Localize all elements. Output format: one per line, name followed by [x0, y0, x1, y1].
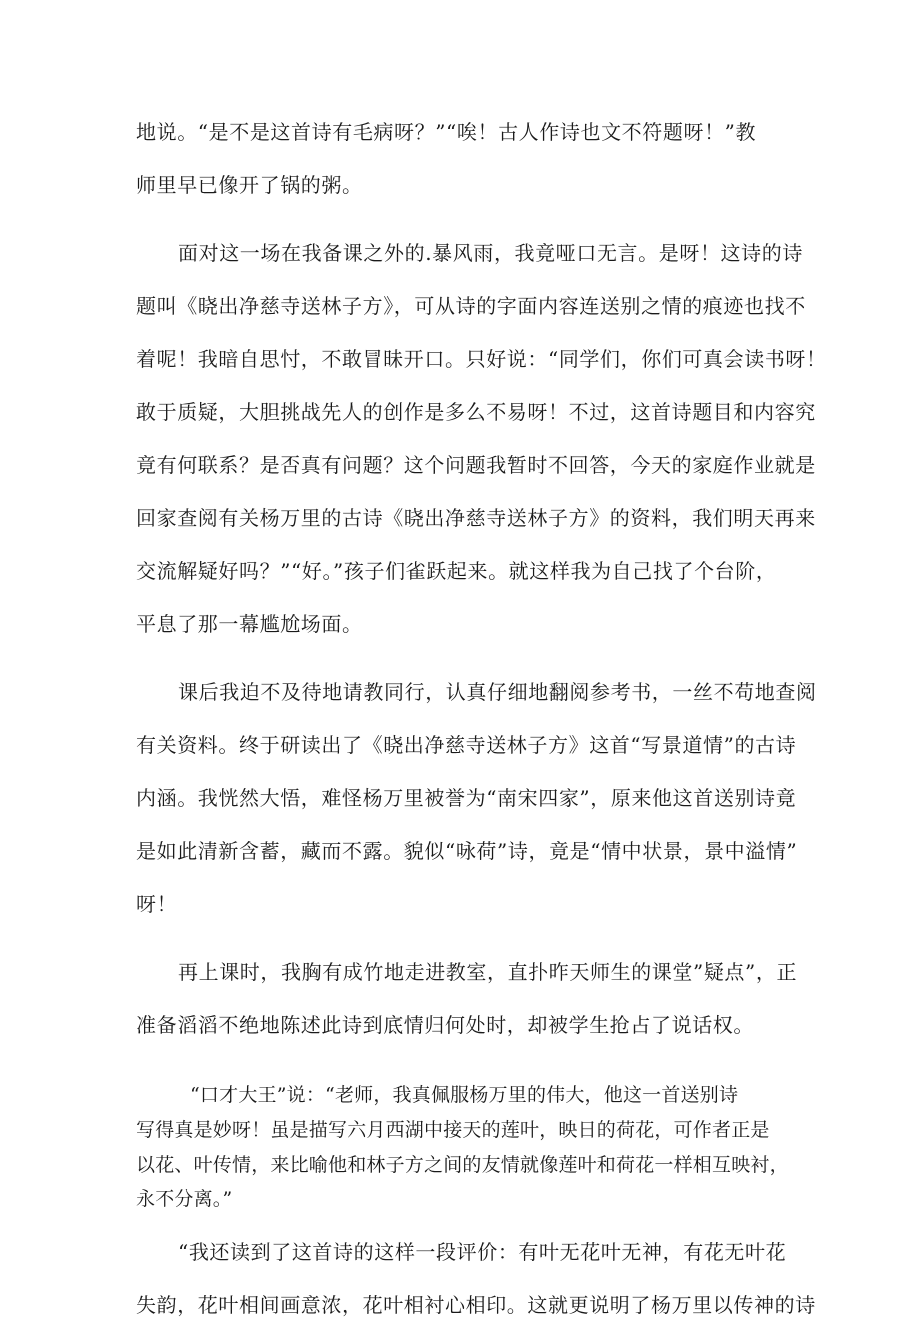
paragraph-line: “口才大王”说：“老师，我真佩服杨万里的伟大，他这一首送别诗 — [190, 1084, 739, 1106]
paragraph-line: 着呢！我暗自思忖，不敢冒昧开口。只好说：“同学们，你们可真会读书呀！ — [136, 347, 827, 371]
paragraph-line: 课后我迫不及待地请教同行，认真仔细地翻阅参考书，一丝不苟地查阅 — [178, 680, 817, 704]
paragraph-line: “我还读到了这首诗的这样一段评价：有叶无花叶无神，有花无叶花 — [178, 1240, 787, 1264]
paragraph-line: 失韵，花叶相间画意浓，花叶相衬心相印。这就更说明了杨万里以传神的诗 — [136, 1293, 816, 1317]
paragraph-line: 写得真是妙呀！虽是描写六月西湖中接天的莲叶，映日的荷花，可作者正是 — [136, 1119, 770, 1141]
paragraph-line: 竟有何联系？是否真有问题？这个问题我暂时不回答，今天的家庭作业就是 — [136, 453, 816, 477]
paragraph-line: 面对这一场在我备课之外的.暴风雨，我竟哑口无言。是呀！这诗的诗 — [178, 241, 803, 265]
paragraph-line: 准备滔滔不绝地陈述此诗到底情归何处时，却被学生抢占了说话权。 — [136, 1013, 754, 1037]
paragraph-line: 再上课时，我胸有成竹地走进教室，直扑昨天师生的课堂”疑点”，正 — [178, 960, 798, 984]
paragraph-line: 内涵。我恍然大悟，难怪杨万里被誉为“南宋四家”，原来他这首送别诗竟 — [136, 786, 797, 810]
paragraph-line: 有关资料。终于研读出了《晓出净慈寺送林子方》这首“写景道情”的古诗 — [136, 733, 797, 757]
paragraph-line: 师里早已像开了锅的粥。 — [136, 173, 363, 197]
paragraph-line: 敢于质疑，大胆挑战先人的创作是多么不易呀！不过，这首诗题目和内容究 — [136, 400, 816, 424]
paragraph-line: 地说。“是不是这首诗有毛病呀？”“唉！古人作诗也文不符题呀！”教 — [136, 120, 757, 144]
paragraph-line: 交流解疑好吗？”“好。”孩子们雀跃起来。就这样我为自己找了个台阶， — [136, 559, 777, 583]
paragraph-line: 题叫《晓出净慈寺送林子方》，可从诗的字面内容连送别之情的痕迹也找不 — [136, 294, 806, 318]
paragraph-line: 以花、叶传情，来比喻他和林子方之间的友情就像莲叶和荷花一样相互映衬， — [136, 1154, 789, 1176]
paragraph-line: 呀！ — [136, 892, 178, 916]
paragraph-line: 回家查阅有关杨万里的古诗《晓出净慈寺送林子方》的资料，我们明天再来 — [136, 506, 816, 530]
paragraph-line: 是如此清新含蓄，藏而不露。貌似“咏荷”诗，竟是“情中状景，景中溢情” — [136, 839, 798, 863]
paragraph-line: 永不分离。” — [136, 1188, 233, 1210]
paragraph-line: 平息了那一幕尴尬场面。 — [136, 612, 363, 636]
